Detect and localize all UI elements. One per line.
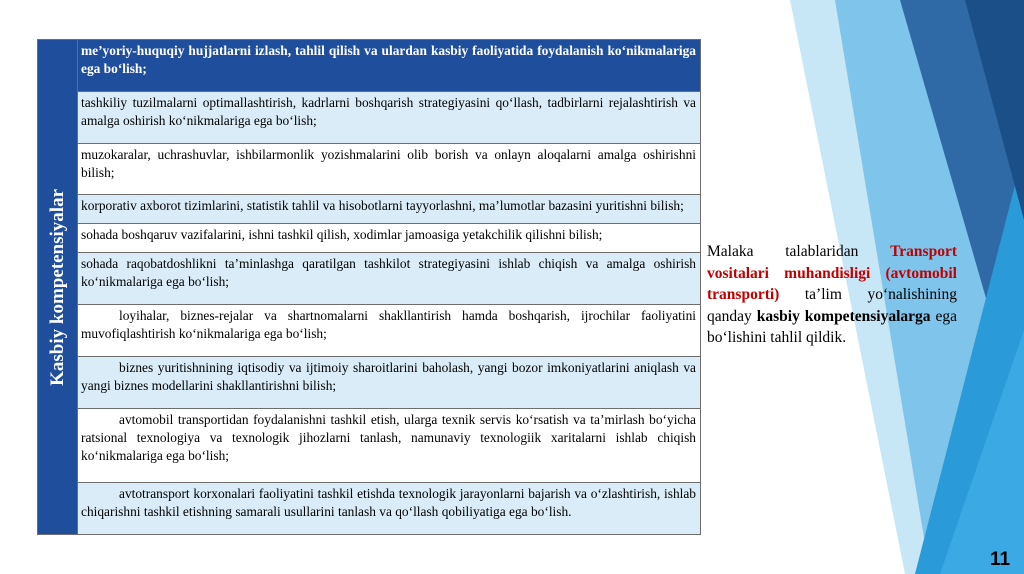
- note-intro: Malaka talablaridan: [707, 243, 891, 260]
- note-end: ega bo‘lishini tahlil qildik.: [707, 307, 957, 346]
- table-row: [38, 40, 701, 92]
- table-cell: biznes yuritishnining iqtisodiy va ijtimoiy sharoitlarini baholash, yangi bozor imkoniyatlarini aniqlash va yangi biznes modellarini shakllantirishni bilish;: [78, 356, 701, 408]
- table-cell: me’yoriy-huquqiy hujjatlarni izlash, tahlil qilish va ulardan kasbiy faoliyatida foydalanish ko‘nikmalariga ega bo‘lish;: [78, 40, 701, 92]
- side-header: [38, 40, 78, 535]
- page-number: 11: [990, 549, 1011, 570]
- table-row: [38, 305, 701, 357]
- table-cell: korporativ axborot tizimlarini, statistik tahlil va hisobotlarni tayyorlashni, ma’lumotlar bazasini yuritishni bilish;: [78, 195, 701, 224]
- table-row: [38, 356, 701, 408]
- table-cell: sohada raqobatdoshlikni ta’minlashga qaratilgan tashkilot strategiyasini ishlab chiqish va amalga oshirish ko‘nikmalariga ega bo‘lish;: [78, 253, 701, 305]
- table-row: [38, 483, 701, 535]
- competencies-table: [37, 39, 701, 535]
- note-bold: kasbiy kompetensiyalarga: [756, 307, 931, 325]
- table-row: [38, 253, 701, 305]
- table-row: [38, 143, 701, 195]
- table-cell: avtomobil transportidan foydalanishni tashkil etish, ularga texnik servis ko‘rsatish va ta’mirlash bo‘yicha ratsional texnologiya va texnologik jihozlarni tanlash, namunaviy texnologiik xaritalarni ishlab chiqish ko‘nikmalariga ega bo‘lish;: [78, 408, 701, 483]
- note-middle: ta’lim yo‘nalishining qanday: [707, 286, 957, 325]
- table-cell: avtotransport korxonalari faoliyatini tashkil etishda texnologik jarayonlarni bajarish va o‘zlashtirish, ishlab chiqarishni tashkil etishning samarali usullarini tanlash va qo‘llash qobiliyatiga ega bo‘lish.: [78, 483, 701, 535]
- note-highlight: Transport vositalari muhandisligi (avtomobil transporti): [707, 243, 957, 303]
- table-cell: loyihalar, biznes-rejalar va shartnomalarni shakllantirish hamda boshqarish, ijrochilar faoliyatini muvofiqlashtirish ko‘nikmalariga ega bo‘lish;: [78, 305, 701, 357]
- table-row: [38, 408, 701, 483]
- table-cell: sohada boshqaruv vazifalarini, ishni tashkil qilish, xodimlar jamoasiga yetakchilik qilishni bilish;: [78, 224, 701, 253]
- table-cell: muzokaralar, uchrashuvlar, ishbilarmonlik yozishmalarini olib borish va onlayn aloqalarni amalga oshirishni bilish;: [78, 143, 701, 195]
- table-row: [38, 195, 701, 224]
- table-row: [38, 224, 701, 253]
- analysis-note: [707, 241, 957, 349]
- table-cell: tashkiliy tuzilmalarni optimallashtirish, kadrlarni boshqarish strategiyasini qo‘llash, tadbirlarni rejalashtirish va amalga oshirish ko‘nikmalariga ega bo‘lish;: [78, 91, 701, 143]
- side-header-label: Kasbiy kompetensiyalar: [46, 188, 68, 386]
- table-row: [38, 91, 701, 143]
